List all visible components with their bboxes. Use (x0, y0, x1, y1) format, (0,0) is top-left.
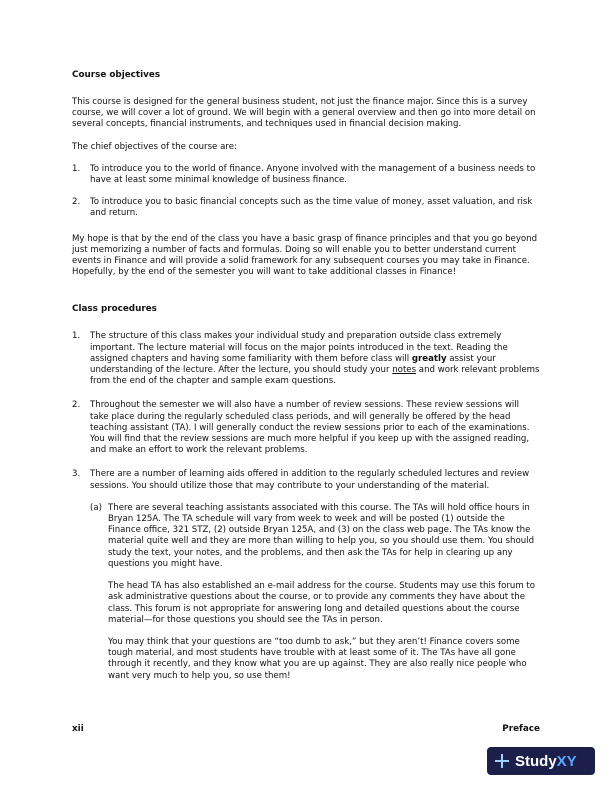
list-text-a: The structure of this class makes your individual study and preparation outside class extremely important. The lecture material will focus on the major points introduced in the text. Reading the assigned chapters and having some familiarity with them before class will (90, 331, 508, 364)
list-text-b: assist your understanding of the lecture. After the lecture, you should study your (90, 353, 496, 376)
sub-paragraph-3: You may think that your questions are “too dumb to ask,” but they aren’t! Finance covers some tough material, and most students have trouble with at least some of it. The TAs have all gone through it recently, and they know what you are up against. They are also really nice people who want very much to help you, so use them! (108, 636, 527, 681)
list-item (72, 164, 540, 186)
studyxy-badge[interactable] (487, 747, 595, 775)
sub-paragraph-1: There are several teaching assistants associated with this course. The TAs will hold office hours in Bryan 125A. The TA schedule will vary from week to week and will be posted (1) outside the Finance office, 321 STZ, (2) outside Bryan 125A, and (3) on the class web page. The TAs know the material quite well and they are more than willing to help you, so you should use them. You should study the text, your notes, and the problems, and then ask the TAs for help in clearing up any questions you might have. (108, 502, 535, 569)
list-text: Throughout the semester we will also have a number of review sessions. These review sessions will take place during the regularly scheduled class periods, and will generally be offered by the head teaching assistant (TA). I will generally conduct the review sessions prior to each of the examinations. You will find that the review sessions are much more helpful if you keep up with the assigned reading, and make an effort to work the relevant problems. (90, 400, 530, 456)
list-number: 2. (72, 400, 81, 411)
section-name: Preface (502, 724, 540, 734)
objectives-list (72, 164, 540, 220)
list-item (72, 331, 540, 387)
objectives-intro: This course is designed for the general business student, not just the finance major. Since this is a survey course, we will cover a lot of ground. We will begin with a general overview and then go into more detail on several concepts, financial instruments, and techniques used in financial decision making. (72, 97, 536, 130)
procedures-section (72, 304, 540, 681)
objectives-heading: Course objectives (72, 70, 161, 80)
list-number: 2. (72, 197, 81, 208)
list-number: 3. (72, 469, 81, 480)
page-number: xii (72, 724, 84, 734)
brand-main: Study (515, 752, 557, 770)
list-text-c: and work relevant problems from the end of the chapter and sample exam questions. (90, 365, 540, 387)
sub-paragraph-2: The head TA has also established an e-mail address for the course. Students may use this forum to ask administrative questions about the course, or to provide any comments they have about the class. This forum is not appropriate for answering long and detailed questions about the course material—for those questions you should see the TAs in person. (108, 581, 536, 625)
document-page (72, 70, 540, 693)
brand-accent: XY (556, 752, 577, 770)
underlined-text: notes (392, 365, 417, 376)
emphasis-text: greatly (411, 353, 447, 364)
list-item (72, 197, 540, 219)
list-text: To introduce you to basic financial concepts such as the time value of money, asset valuation, and risk and return. (90, 197, 533, 219)
procedures-list (72, 331, 540, 681)
list-text: To introduce you to the world of finance. Anyone involved with the management of a business needs to have at least some minimal knowledge of business finance. (90, 163, 536, 186)
sub-item (90, 503, 540, 682)
list-text: There are a number of learning aids offered in addition to the regularly scheduled lectures and review sessions. You should utilize those that may contribute to your understanding of the material. (90, 469, 530, 491)
list-number: 1. (72, 163, 81, 174)
objectives-closing: My hope is that by the end of the class you have a basic grasp of finance principles and that you go beyond just memorizing a number of facts and formulas. Doing so will enable you to better understand current events in Finance and will provide a solid framework for any subsequent courses you may take in Finance. Hopefully, by the end of the semester you will want to take additional classes in Finance! (72, 233, 538, 278)
list-number: 1. (72, 331, 81, 342)
objectives-chief-label: The chief objectives of the course are: (72, 141, 237, 152)
list-item (72, 469, 540, 681)
list-item (72, 400, 540, 456)
sub-item-label: (a) (90, 502, 102, 513)
plus-icon (495, 754, 509, 768)
procedures-heading: Class procedures (72, 304, 157, 315)
